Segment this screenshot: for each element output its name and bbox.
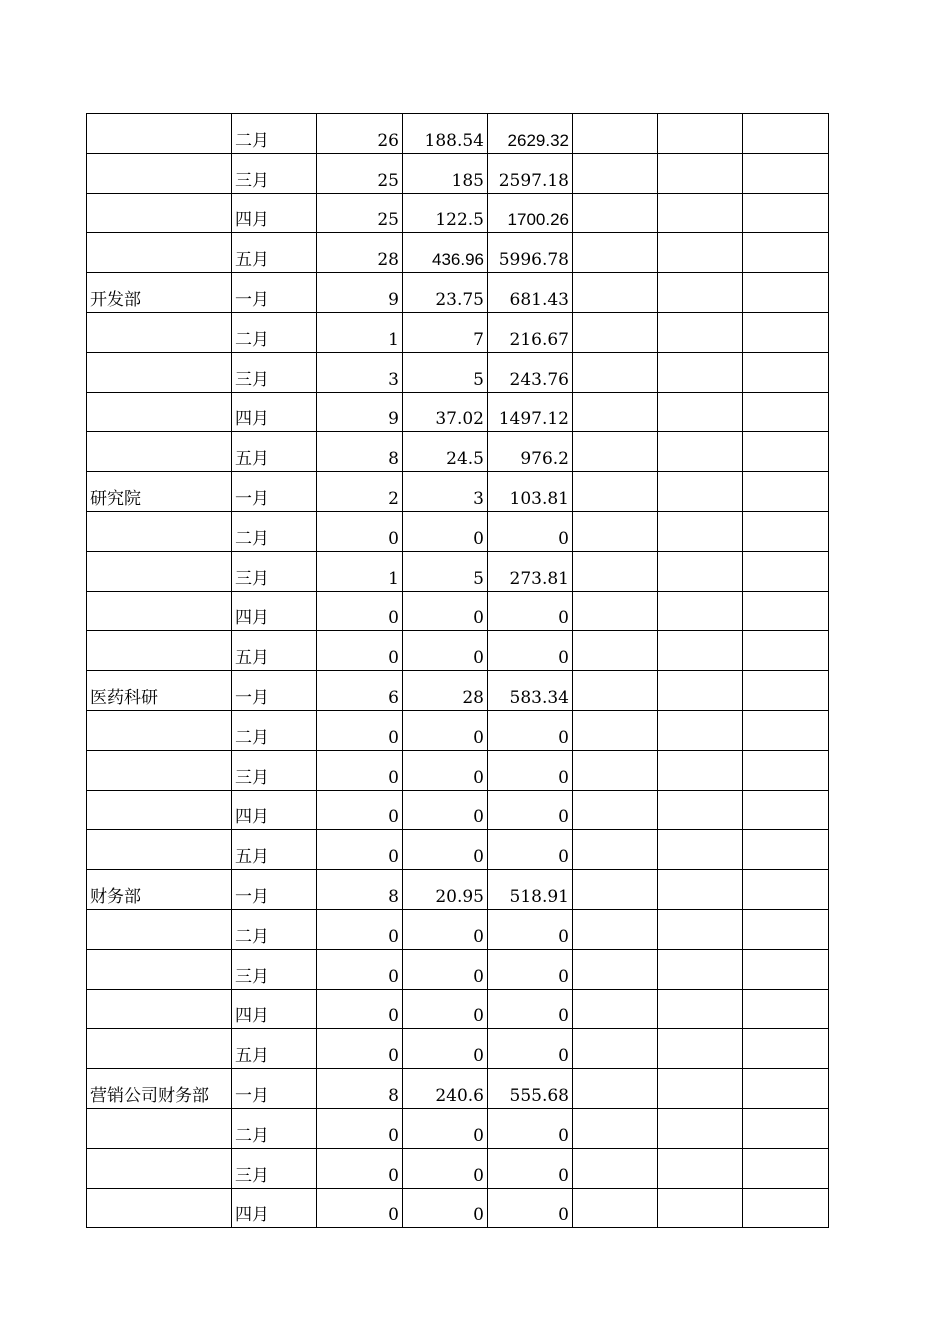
count-cell[interactable]: 6 [317, 671, 403, 711]
dept-cell[interactable] [87, 750, 232, 790]
hours-cell[interactable]: 188.54 [403, 114, 488, 154]
hours-cell[interactable]: 240.6 [403, 1069, 488, 1109]
table-row [87, 233, 829, 273]
empty-cell[interactable] [743, 1108, 829, 1148]
count-cell[interactable]: 25 [317, 193, 403, 233]
empty-cell[interactable] [573, 273, 658, 313]
amount-cell[interactable]: 1700.26 [488, 193, 573, 233]
empty-cell[interactable] [573, 631, 658, 671]
amount-cell[interactable]: 0 [488, 631, 573, 671]
empty-cell[interactable] [573, 511, 658, 551]
dept-cell[interactable]: 营销公司财务部 [87, 1069, 232, 1109]
dept-cell[interactable] [87, 830, 232, 870]
dept-cell[interactable]: 研究院 [87, 472, 232, 512]
empty-cell[interactable] [658, 432, 743, 472]
month-cell[interactable]: 四月 [232, 591, 317, 631]
table-row [87, 1108, 829, 1148]
amount-cell[interactable]: 681.43 [488, 273, 573, 313]
empty-cell[interactable] [658, 671, 743, 711]
empty-cell[interactable] [658, 233, 743, 273]
amount-cell[interactable]: 2629.32 [488, 114, 573, 154]
empty-cell[interactable] [743, 710, 829, 750]
table-row [87, 551, 829, 591]
empty-cell[interactable] [573, 392, 658, 432]
empty-cell[interactable] [573, 591, 658, 631]
amount-cell[interactable]: 0 [488, 949, 573, 989]
empty-cell[interactable] [573, 790, 658, 830]
table-row [87, 392, 829, 432]
count-cell[interactable]: 9 [317, 273, 403, 313]
dept-cell[interactable] [87, 710, 232, 750]
empty-cell[interactable] [658, 909, 743, 949]
amount-cell[interactable]: 0 [488, 989, 573, 1029]
empty-cell[interactable] [573, 114, 658, 154]
hours-cell[interactable]: 0 [403, 830, 488, 870]
empty-cell[interactable] [743, 233, 829, 273]
dept-cell[interactable] [87, 1148, 232, 1188]
empty-cell[interactable] [573, 551, 658, 591]
empty-cell[interactable] [573, 1108, 658, 1148]
amount-cell[interactable]: 0 [488, 1188, 573, 1228]
month-cell[interactable]: 三月 [232, 352, 317, 392]
dept-cell[interactable] [87, 1108, 232, 1148]
count-cell[interactable]: 0 [317, 949, 403, 989]
empty-cell[interactable] [743, 114, 829, 154]
empty-cell[interactable] [658, 193, 743, 233]
amount-cell[interactable]: 5996.78 [488, 233, 573, 273]
amount-cell[interactable]: 583.34 [488, 671, 573, 711]
dept-cell[interactable] [87, 392, 232, 432]
table-row [87, 750, 829, 790]
month-cell[interactable]: 三月 [232, 551, 317, 591]
month-cell[interactable]: 三月 [232, 1148, 317, 1188]
amount-cell[interactable]: 243.76 [488, 352, 573, 392]
count-cell[interactable]: 9 [317, 392, 403, 432]
hours-cell[interactable]: 23.75 [403, 273, 488, 313]
empty-cell[interactable] [573, 750, 658, 790]
empty-cell[interactable] [743, 870, 829, 910]
empty-cell[interactable] [743, 472, 829, 512]
count-cell[interactable]: 0 [317, 1108, 403, 1148]
month-cell[interactable]: 四月 [232, 790, 317, 830]
hours-cell[interactable]: 20.95 [403, 870, 488, 910]
empty-cell[interactable] [743, 153, 829, 193]
empty-cell[interactable] [573, 193, 658, 233]
empty-cell[interactable] [658, 790, 743, 830]
count-cell[interactable]: 0 [317, 750, 403, 790]
month-cell[interactable]: 一月 [232, 1069, 317, 1109]
amount-cell[interactable]: 0 [488, 1148, 573, 1188]
amount-cell[interactable]: 0 [488, 909, 573, 949]
empty-cell[interactable] [743, 551, 829, 591]
empty-cell[interactable] [743, 909, 829, 949]
count-cell[interactable]: 8 [317, 870, 403, 910]
table-row [87, 949, 829, 989]
empty-cell[interactable] [658, 511, 743, 551]
count-cell[interactable]: 2 [317, 472, 403, 512]
count-cell[interactable]: 0 [317, 989, 403, 1029]
table-body [87, 114, 829, 1228]
empty-cell[interactable] [743, 591, 829, 631]
empty-cell[interactable] [658, 989, 743, 1029]
empty-cell[interactable] [573, 870, 658, 910]
dept-cell[interactable] [87, 1188, 232, 1228]
month-cell[interactable]: 三月 [232, 750, 317, 790]
empty-cell[interactable] [573, 352, 658, 392]
hours-cell[interactable]: 3 [403, 472, 488, 512]
amount-cell[interactable]: 0 [488, 1029, 573, 1069]
dept-cell[interactable] [87, 909, 232, 949]
dept-cell[interactable] [87, 949, 232, 989]
hours-cell[interactable]: 0 [403, 1188, 488, 1228]
empty-cell[interactable] [658, 1108, 743, 1148]
empty-cell[interactable] [743, 830, 829, 870]
empty-cell[interactable] [743, 1148, 829, 1188]
empty-cell[interactable] [743, 352, 829, 392]
hours-cell[interactable]: 0 [403, 631, 488, 671]
table-row [87, 830, 829, 870]
hours-cell[interactable]: 0 [403, 909, 488, 949]
hours-cell[interactable]: 0 [403, 591, 488, 631]
amount-cell[interactable]: 273.81 [488, 551, 573, 591]
empty-cell[interactable] [743, 1188, 829, 1228]
hours-cell[interactable]: 122.5 [403, 193, 488, 233]
table-row [87, 1188, 829, 1228]
empty-cell[interactable] [743, 392, 829, 432]
hours-cell[interactable]: 436.96 [403, 233, 488, 273]
empty-cell[interactable] [743, 1069, 829, 1109]
month-cell[interactable]: 三月 [232, 153, 317, 193]
dept-cell[interactable] [87, 551, 232, 591]
empty-cell[interactable] [743, 432, 829, 472]
count-cell[interactable]: 0 [317, 1188, 403, 1228]
month-cell[interactable]: 二月 [232, 710, 317, 750]
empty-cell[interactable] [573, 949, 658, 989]
empty-cell[interactable] [658, 1069, 743, 1109]
amount-cell[interactable]: 1497.12 [488, 392, 573, 432]
month-cell[interactable]: 五月 [232, 432, 317, 472]
hours-cell[interactable]: 24.5 [403, 432, 488, 472]
table-row [87, 989, 829, 1029]
count-cell[interactable]: 0 [317, 830, 403, 870]
empty-cell[interactable] [658, 830, 743, 870]
count-cell[interactable]: 25 [317, 153, 403, 193]
empty-cell[interactable] [658, 949, 743, 989]
month-cell[interactable]: 五月 [232, 233, 317, 273]
amount-cell[interactable]: 216.67 [488, 312, 573, 352]
empty-cell[interactable] [658, 591, 743, 631]
dept-cell[interactable] [87, 352, 232, 392]
month-cell[interactable]: 二月 [232, 511, 317, 551]
dept-cell[interactable] [87, 1029, 232, 1069]
count-cell[interactable]: 0 [317, 1148, 403, 1188]
empty-cell[interactable] [573, 312, 658, 352]
hours-cell[interactable]: 0 [403, 949, 488, 989]
empty-cell[interactable] [573, 1069, 658, 1109]
amount-cell[interactable]: 0 [488, 511, 573, 551]
month-cell[interactable]: 四月 [232, 392, 317, 432]
month-cell[interactable]: 一月 [232, 273, 317, 313]
table-row [87, 591, 829, 631]
empty-cell[interactable] [743, 989, 829, 1029]
table-row [87, 790, 829, 830]
hours-cell[interactable]: 28 [403, 671, 488, 711]
empty-cell[interactable] [658, 312, 743, 352]
amount-cell[interactable]: 0 [488, 830, 573, 870]
month-cell[interactable]: 二月 [232, 1108, 317, 1148]
amount-cell[interactable]: 0 [488, 750, 573, 790]
empty-cell[interactable] [658, 551, 743, 591]
amount-cell[interactable]: 2597.18 [488, 153, 573, 193]
table-row [87, 114, 829, 154]
dept-cell[interactable] [87, 114, 232, 154]
dept-cell[interactable]: 开发部 [87, 273, 232, 313]
count-cell[interactable]: 26 [317, 114, 403, 154]
month-cell[interactable]: 五月 [232, 1029, 317, 1069]
table-row [87, 671, 829, 711]
dept-cell[interactable] [87, 312, 232, 352]
empty-cell[interactable] [658, 352, 743, 392]
empty-cell[interactable] [743, 750, 829, 790]
dept-cell[interactable] [87, 631, 232, 671]
table-row [87, 273, 829, 313]
hours-cell[interactable]: 0 [403, 710, 488, 750]
amount-cell[interactable]: 0 [488, 710, 573, 750]
table-row [87, 1148, 829, 1188]
empty-cell[interactable] [743, 1029, 829, 1069]
amount-cell[interactable]: 103.81 [488, 472, 573, 512]
empty-cell[interactable] [573, 671, 658, 711]
hours-cell[interactable]: 0 [403, 1029, 488, 1069]
dept-cell[interactable] [87, 432, 232, 472]
empty-cell[interactable] [573, 233, 658, 273]
amount-cell[interactable]: 976.2 [488, 432, 573, 472]
month-cell[interactable]: 五月 [232, 830, 317, 870]
empty-cell[interactable] [658, 631, 743, 671]
table-row [87, 870, 829, 910]
empty-cell[interactable] [743, 511, 829, 551]
dept-cell[interactable]: 医药科研 [87, 671, 232, 711]
empty-cell[interactable] [573, 432, 658, 472]
month-cell[interactable]: 二月 [232, 909, 317, 949]
count-cell[interactable]: 0 [317, 511, 403, 551]
empty-cell[interactable] [573, 909, 658, 949]
empty-cell[interactable] [658, 273, 743, 313]
dept-cell[interactable] [87, 153, 232, 193]
hours-cell[interactable]: 37.02 [403, 392, 488, 432]
empty-cell[interactable] [573, 989, 658, 1029]
empty-cell[interactable] [573, 1188, 658, 1228]
empty-cell[interactable] [658, 870, 743, 910]
empty-cell[interactable] [743, 790, 829, 830]
empty-cell[interactable] [658, 750, 743, 790]
count-cell[interactable]: 0 [317, 790, 403, 830]
month-cell[interactable]: 一月 [232, 671, 317, 711]
hours-cell[interactable]: 185 [403, 153, 488, 193]
empty-cell[interactable] [573, 1029, 658, 1069]
dept-cell[interactable] [87, 233, 232, 273]
amount-cell[interactable]: 0 [488, 591, 573, 631]
count-cell[interactable]: 28 [317, 233, 403, 273]
table-row [87, 1069, 829, 1109]
count-cell[interactable]: 0 [317, 591, 403, 631]
month-cell[interactable]: 五月 [232, 631, 317, 671]
table-row [87, 710, 829, 750]
dept-cell[interactable] [87, 790, 232, 830]
empty-cell[interactable] [658, 153, 743, 193]
month-cell[interactable]: 二月 [232, 114, 317, 154]
amount-cell[interactable]: 518.91 [488, 870, 573, 910]
hours-cell[interactable]: 0 [403, 1108, 488, 1148]
count-cell[interactable]: 0 [317, 1029, 403, 1069]
count-cell[interactable]: 0 [317, 710, 403, 750]
empty-cell[interactable] [743, 273, 829, 313]
hours-cell[interactable]: 0 [403, 790, 488, 830]
hours-cell[interactable]: 5 [403, 551, 488, 591]
empty-cell[interactable] [743, 312, 829, 352]
empty-cell[interactable] [573, 153, 658, 193]
data-table [86, 113, 829, 1228]
empty-cell[interactable] [573, 472, 658, 512]
table-row [87, 909, 829, 949]
month-cell[interactable]: 一月 [232, 472, 317, 512]
month-cell[interactable]: 二月 [232, 312, 317, 352]
table-row [87, 193, 829, 233]
empty-cell[interactable] [658, 472, 743, 512]
empty-cell[interactable] [573, 710, 658, 750]
table-row [87, 352, 829, 392]
month-cell[interactable]: 三月 [232, 949, 317, 989]
month-cell[interactable]: 一月 [232, 870, 317, 910]
count-cell[interactable]: 1 [317, 551, 403, 591]
count-cell[interactable]: 0 [317, 631, 403, 671]
hours-cell[interactable]: 5 [403, 352, 488, 392]
amount-cell[interactable]: 555.68 [488, 1069, 573, 1109]
dept-cell[interactable] [87, 193, 232, 233]
amount-cell[interactable]: 0 [488, 1108, 573, 1148]
table-row [87, 312, 829, 352]
empty-cell[interactable] [573, 1148, 658, 1188]
hours-cell[interactable]: 7 [403, 312, 488, 352]
table-row [87, 511, 829, 551]
amount-cell[interactable]: 0 [488, 790, 573, 830]
empty-cell[interactable] [658, 710, 743, 750]
empty-cell[interactable] [573, 830, 658, 870]
hours-cell[interactable]: 0 [403, 989, 488, 1029]
count-cell[interactable]: 8 [317, 1069, 403, 1109]
count-cell[interactable]: 8 [317, 432, 403, 472]
count-cell[interactable]: 1 [317, 312, 403, 352]
dept-cell[interactable] [87, 989, 232, 1029]
dept-cell[interactable] [87, 511, 232, 551]
hours-cell[interactable]: 0 [403, 511, 488, 551]
empty-cell[interactable] [658, 392, 743, 432]
hours-cell[interactable]: 0 [403, 1148, 488, 1188]
dept-cell[interactable]: 财务部 [87, 870, 232, 910]
table-row [87, 631, 829, 671]
empty-cell[interactable] [743, 193, 829, 233]
empty-cell[interactable] [658, 1188, 743, 1228]
dept-cell[interactable] [87, 591, 232, 631]
empty-cell[interactable] [743, 949, 829, 989]
table-row [87, 153, 829, 193]
count-cell[interactable]: 3 [317, 352, 403, 392]
table-row [87, 472, 829, 512]
empty-cell[interactable] [743, 631, 829, 671]
table-row [87, 1029, 829, 1069]
empty-cell[interactable] [743, 671, 829, 711]
month-cell[interactable]: 四月 [232, 193, 317, 233]
month-cell[interactable]: 四月 [232, 1188, 317, 1228]
count-cell[interactable]: 0 [317, 909, 403, 949]
month-cell[interactable]: 四月 [232, 989, 317, 1029]
table-row [87, 432, 829, 472]
empty-cell[interactable] [658, 114, 743, 154]
hours-cell[interactable]: 0 [403, 750, 488, 790]
empty-cell[interactable] [658, 1148, 743, 1188]
empty-cell[interactable] [658, 1029, 743, 1069]
